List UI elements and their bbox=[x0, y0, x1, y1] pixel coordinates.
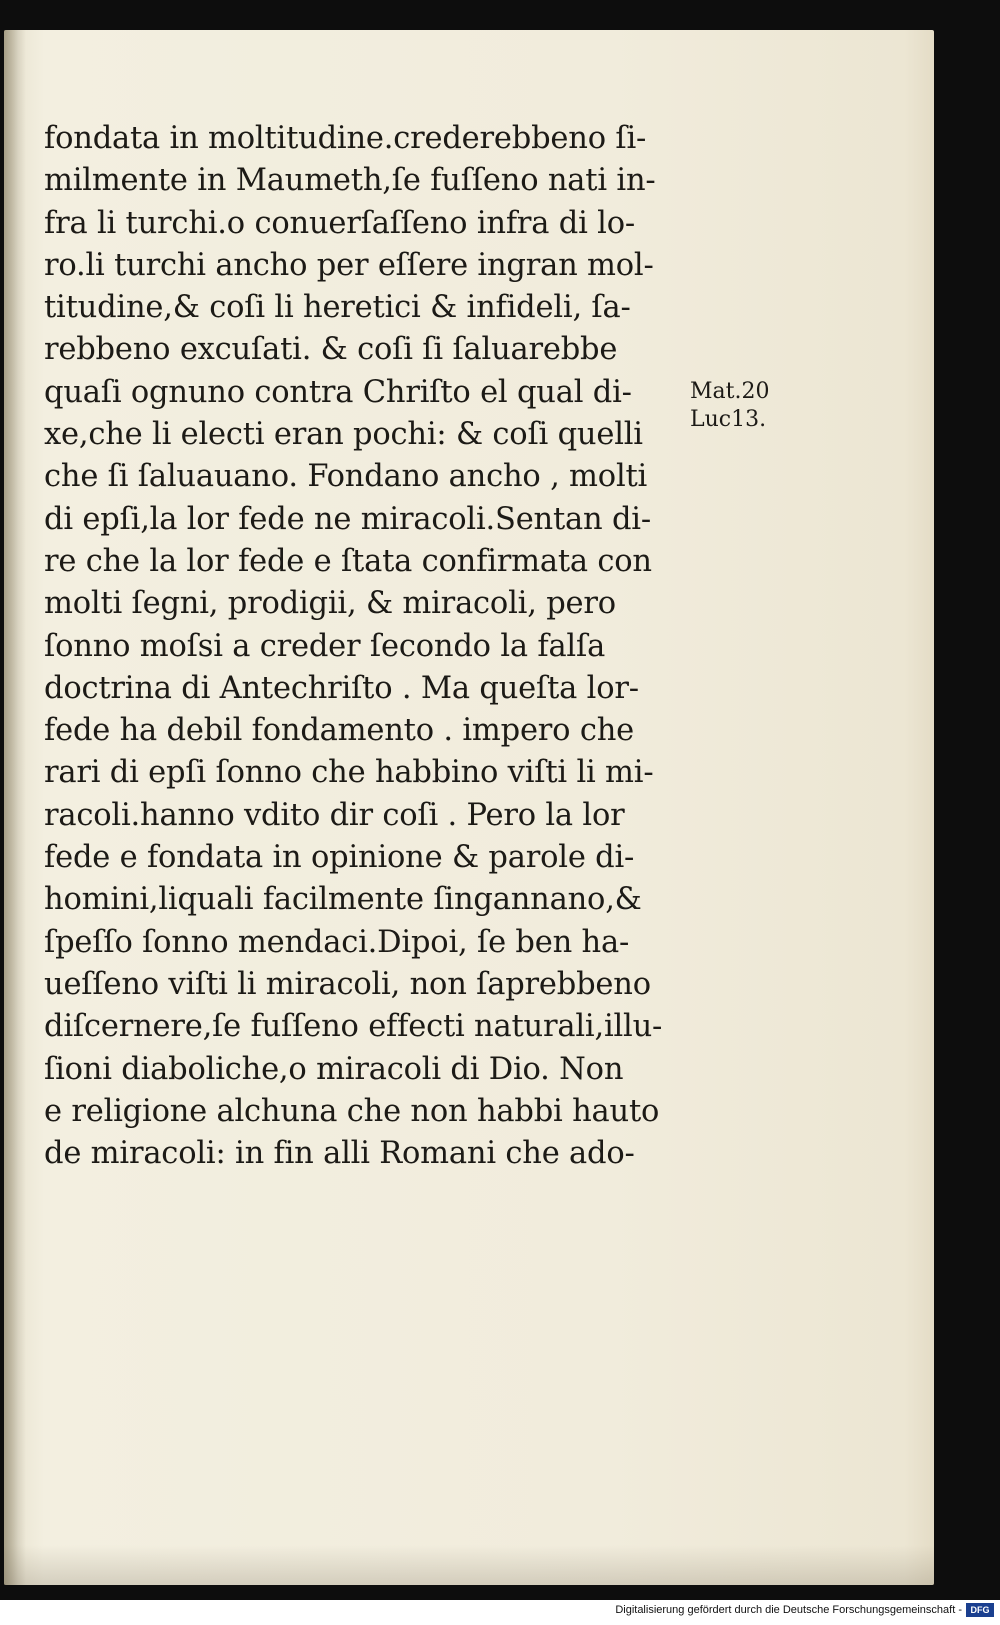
text-line: titudine,& coſi li heretici & infideli, ſa- bbox=[44, 290, 631, 326]
text-line: homini,liquali facilmente ſingannano,& bbox=[44, 882, 642, 918]
text-line: ſonno moſsi a creder ſecondo la falſa bbox=[44, 628, 606, 664]
body-text bbox=[44, 118, 684, 1175]
text-line: re che la lor fede e ſtata confirmata con bbox=[44, 543, 652, 579]
text-line: ro.li turchi ancho per eſſere ingran mol- bbox=[44, 247, 654, 283]
text-line: ueſſeno viſti li miracoli, non ſaprebbeno bbox=[44, 966, 651, 1002]
funding-credit: Digitalisierung gefördert durch die Deutsche Forschungsgemeinschaft - bbox=[615, 1604, 962, 1616]
text-line: che ſi ſaluauano. Fondano ancho , molti bbox=[44, 459, 648, 495]
text-line: xe,che li electi eran pochi: & coſi quelli bbox=[44, 417, 643, 453]
margin-references bbox=[690, 378, 769, 434]
text-line: e religione alchuna che non habbi hauto bbox=[44, 1093, 660, 1129]
dfg-logo: DFG bbox=[966, 1603, 994, 1617]
margin-reference: Luc13. bbox=[690, 407, 767, 432]
text-line: di epſi,la lor fede ne miracoli.Sentan di- bbox=[44, 501, 651, 537]
text-line: fra li turchi.o conuerſaſſeno infra di lo- bbox=[44, 205, 635, 241]
page-gutter-shadow bbox=[4, 30, 26, 1585]
text-line: quaſi ognuno contra Chriſto el qual di- bbox=[44, 374, 632, 410]
margin-reference: Mat.20 bbox=[690, 379, 770, 404]
text-line: ſioni diaboliche,o miracoli di Dio. Non bbox=[44, 1051, 624, 1087]
text-line: diſcernere,ſe fuſſeno effecti naturali,illu- bbox=[44, 1009, 663, 1045]
page-bottom-edge bbox=[4, 1545, 934, 1585]
text-line: de miracoli: in fin alli Romani che ado- bbox=[44, 1136, 635, 1172]
text-line: rari di epſi ſonno che habbino viſti li mi- bbox=[44, 755, 654, 791]
text-line: fede ha debil fondamento . impero che bbox=[44, 713, 635, 749]
text-line: molti ſegni, prodigii, & miracoli, pero bbox=[44, 586, 616, 622]
text-line: racoli.hanno vdito dir coſi . Pero la lor bbox=[44, 797, 625, 833]
text-line: fede e fondata in opinione & parole di- bbox=[44, 840, 635, 876]
text-line: doctrina di Antechriſto . Ma queſta lor- bbox=[44, 670, 639, 706]
text-line: fondata in moltitudine.crederebbeno ſi- bbox=[44, 121, 647, 156]
text-line: ſpeſſo ſonno mendaci.Dipoi, ſe ben ha- bbox=[44, 924, 630, 960]
text-line: rebbeno excuſati. & coſi ſi ſaluarebbe bbox=[44, 332, 618, 368]
text-line: milmente in Maumeth,ſe fuſſeno nati in- bbox=[44, 163, 656, 199]
